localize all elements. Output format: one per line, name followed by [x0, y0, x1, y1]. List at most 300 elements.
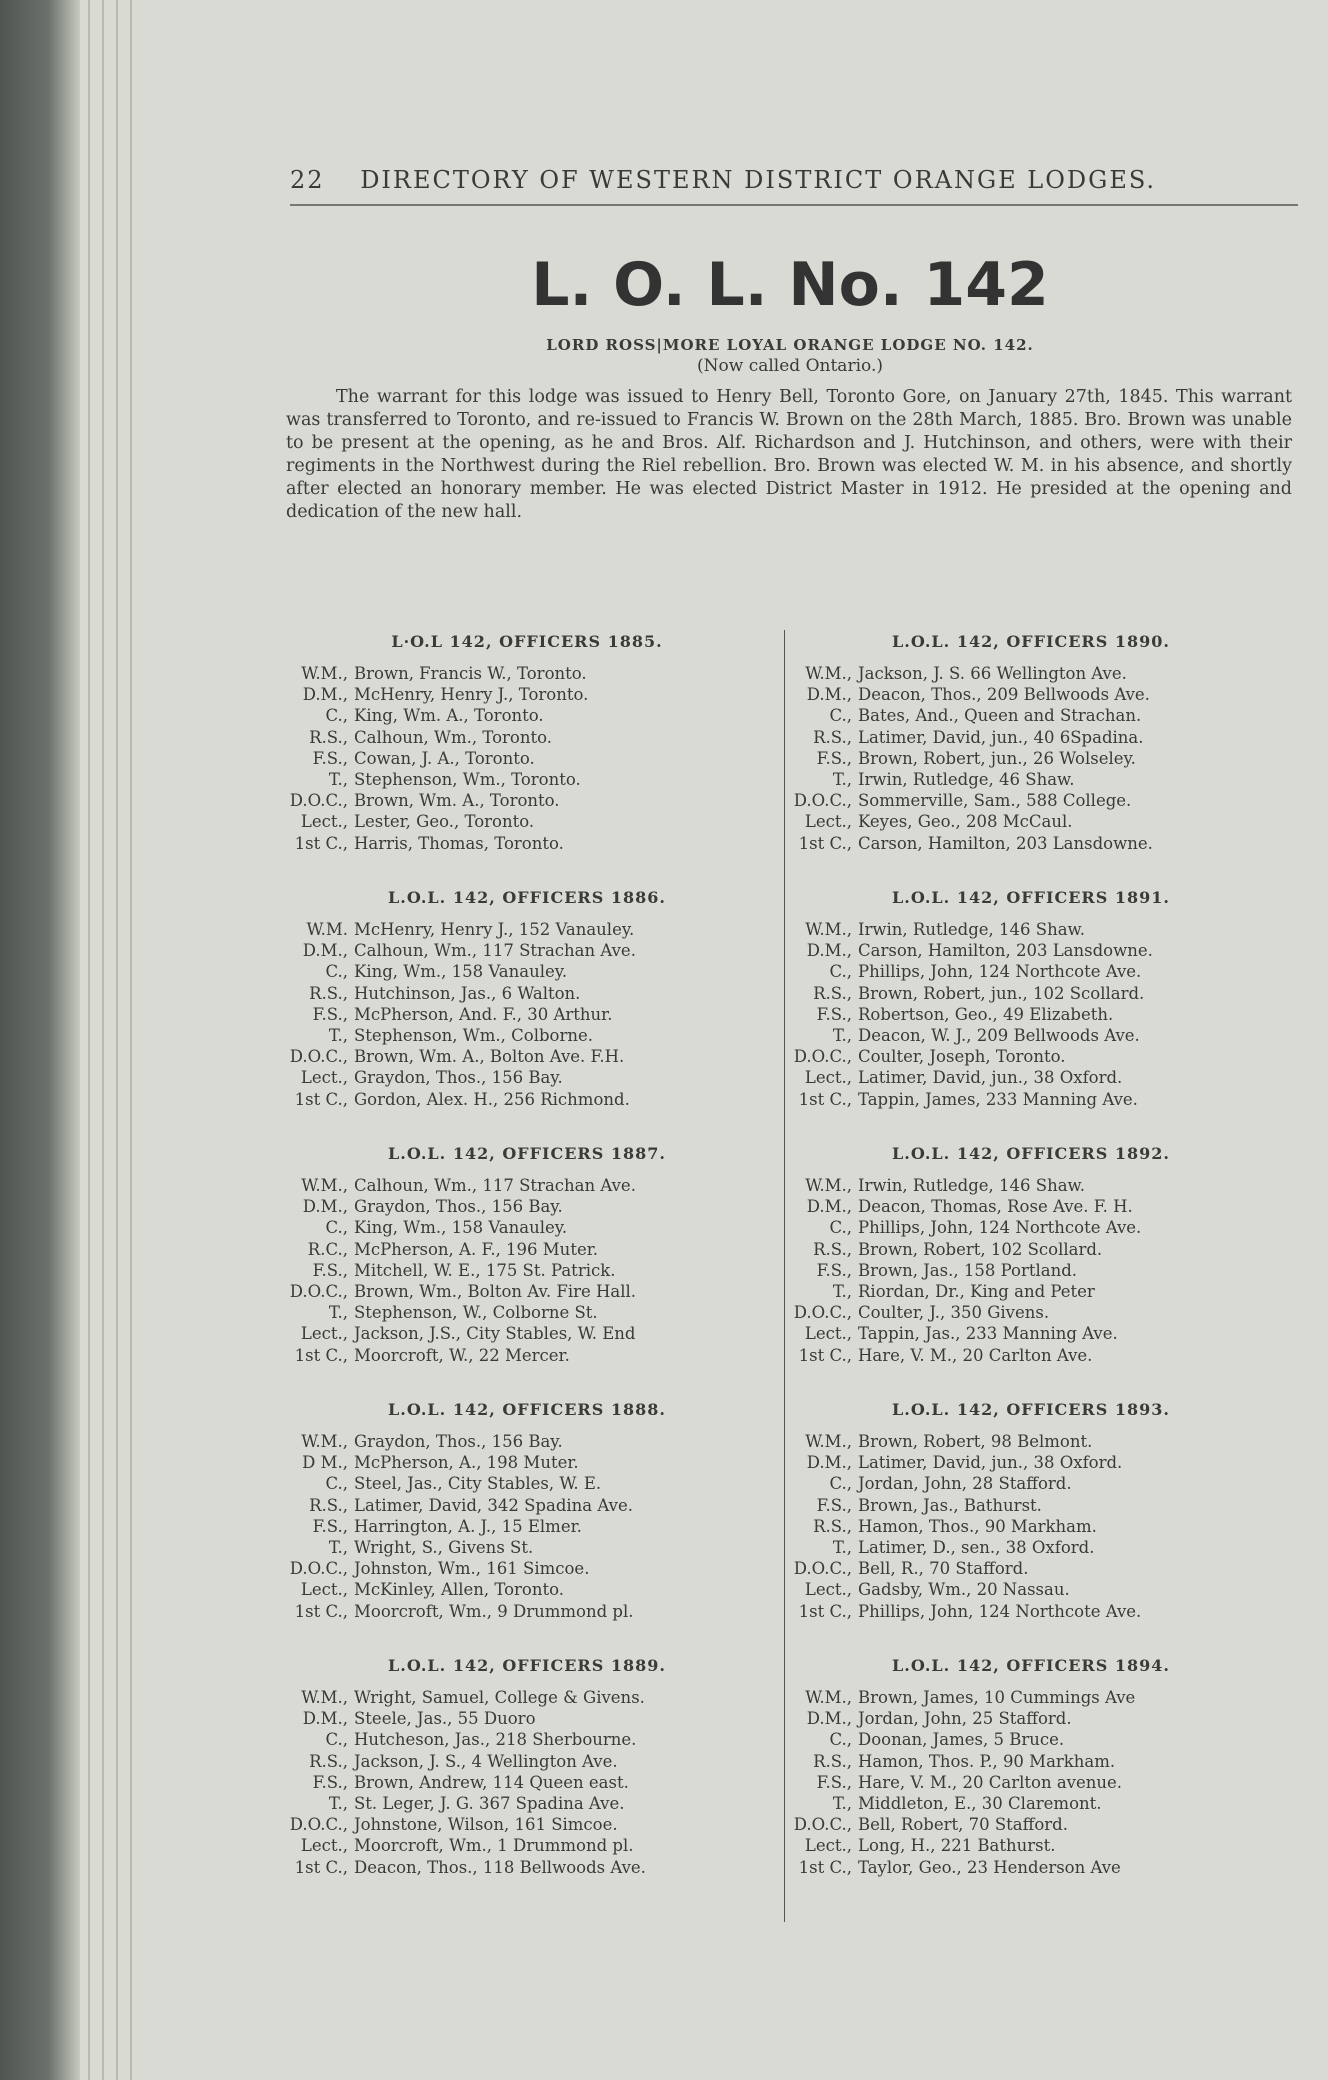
- officer-name: Deacon, W. J., 209 Bellwoods Ave.: [858, 1025, 1140, 1045]
- officer-row: [786, 919, 1276, 940]
- officer-row: [786, 1239, 1276, 1260]
- right-column: [786, 632, 1276, 1912]
- officer-name: Latimer, David, 342 Spadina Ave.: [354, 1495, 633, 1515]
- officer-role: D.M.,: [806, 941, 852, 961]
- officer-row: [282, 1708, 772, 1729]
- officer-name: McPherson, A., 198 Muter.: [354, 1453, 579, 1473]
- officer-row: [786, 940, 1276, 961]
- left-column: [282, 632, 772, 1912]
- officer-name: Graydon, Thos., 156 Bay.: [354, 1197, 563, 1217]
- officers-heading: L.O.L. 142, OFFICERS 1892.: [892, 1144, 1170, 1163]
- officer-role: C.,: [829, 1218, 852, 1238]
- officer-name: Mitchell, W. E., 175 St. Patrick.: [354, 1260, 616, 1280]
- officer-name: Irwin, Rutledge, 146 Shaw.: [858, 1176, 1085, 1195]
- officer-row: [786, 1537, 1276, 1558]
- officers-heading: L.O.L. 142, OFFICERS 1889.: [388, 1656, 666, 1675]
- officer-name: Graydon, Thos., 156 Bay.: [354, 1432, 563, 1451]
- officer-name: Brown, Francis W., Toronto.: [354, 664, 587, 683]
- officer-row: [282, 1537, 772, 1558]
- officer-row: [282, 1516, 772, 1537]
- officer-role: R.C.,: [307, 1239, 348, 1259]
- officer-name: McHenry, Henry J., Toronto.: [354, 685, 589, 705]
- officer-row: [786, 1323, 1276, 1344]
- officer-row: [786, 1217, 1276, 1238]
- officer-name: Brown, Jas., 158 Portland.: [858, 1260, 1078, 1280]
- officer-row: [282, 983, 772, 1004]
- officer-name: McPherson, And. F., 30 Arthur.: [354, 1004, 613, 1024]
- officer-name: Jordan, John, 28 Stafford.: [858, 1474, 1072, 1494]
- officer-role: F.S.,: [312, 1260, 348, 1280]
- officer-row: [786, 1004, 1276, 1025]
- officers-block: [786, 1144, 1276, 1400]
- officer-row: [282, 940, 772, 961]
- officer-role: 1st C.,: [294, 1089, 348, 1109]
- officer-role: 1st C.,: [798, 1601, 852, 1621]
- officers-heading: L.O.L. 142, OFFICERS 1888.: [388, 1400, 666, 1419]
- officer-name: Irwin, Rutledge, 146 Shaw.: [858, 920, 1085, 939]
- officer-row: [282, 1175, 772, 1196]
- officer-role: D M.,: [302, 1453, 348, 1473]
- officer-row: [282, 1004, 772, 1025]
- officer-row: [282, 1089, 772, 1110]
- officer-row: [786, 1281, 1276, 1302]
- officer-name: Brown, Wm. A., Toronto.: [354, 791, 560, 811]
- officer-role: D.O.C.,: [793, 791, 852, 811]
- officer-name: Latimer, David, jun., 38 Oxford.: [858, 1068, 1123, 1088]
- officer-name: Moorcroft, Wm., 9 Drummond pl.: [354, 1601, 634, 1621]
- officer-name: Doonan, James, 5 Bruce.: [858, 1730, 1065, 1750]
- officer-role: 1st C.,: [294, 1857, 348, 1877]
- officers-heading: L.O.L. 142, OFFICERS 1891.: [892, 888, 1170, 907]
- officer-name: Latimer, David, jun., 38 Oxford.: [858, 1453, 1123, 1473]
- officer-row: [282, 1729, 772, 1750]
- officer-row: [282, 811, 772, 832]
- officer-row: [282, 1196, 772, 1217]
- officer-row: [786, 1302, 1276, 1323]
- officer-name: Hare, V. M., 20 Carlton Ave.: [858, 1345, 1093, 1365]
- officer-role: R.S.,: [813, 1239, 852, 1259]
- officer-row: [282, 1302, 772, 1323]
- officer-role: D.M.,: [302, 685, 348, 705]
- officer-row: [786, 1558, 1276, 1579]
- officer-role: R.S.,: [309, 983, 348, 1003]
- officer-row: [282, 1558, 772, 1579]
- officers-block: [282, 1400, 772, 1656]
- officer-row: [786, 684, 1276, 705]
- officer-name: Calhoun, Wm., 117 Strachan Ave.: [354, 1176, 636, 1195]
- officer-row: [282, 1323, 772, 1344]
- officer-name: Bell, Robert, 70 Stafford.: [858, 1815, 1068, 1835]
- officers-heading: L.O.L. 142, OFFICERS 1890.: [892, 632, 1170, 651]
- officer-role: D.O.C.,: [793, 1047, 852, 1067]
- officer-row: [786, 663, 1276, 684]
- officer-role: 1st C.,: [798, 1089, 852, 1109]
- officer-name: Keyes, Geo., 208 McCaul.: [858, 812, 1073, 832]
- officer-name: Hamon, Thos., 90 Markham.: [858, 1516, 1097, 1536]
- officer-row: [786, 1046, 1276, 1067]
- officer-name: Harris, Thomas, Toronto.: [354, 833, 564, 853]
- officer-row: [786, 1175, 1276, 1196]
- officer-name: Middleton, E., 30 Claremont.: [858, 1793, 1102, 1813]
- officer-name: Long, H., 221 Bathurst.: [858, 1836, 1056, 1856]
- column-divider: [784, 630, 785, 1922]
- officer-row: [786, 1495, 1276, 1516]
- officer-row: [282, 769, 772, 790]
- officers-block: [282, 1144, 772, 1400]
- officer-row: [282, 1281, 772, 1302]
- page-edge: [116, 0, 118, 2080]
- officer-row: [282, 833, 772, 854]
- officer-row: [786, 748, 1276, 769]
- officer-role: D.O.C.,: [793, 1559, 852, 1579]
- officer-role: D.M.,: [302, 941, 348, 961]
- officer-role: C.,: [325, 962, 348, 982]
- officer-role: C.,: [325, 1730, 348, 1750]
- officer-row: [282, 1046, 772, 1067]
- officer-name: McPherson, A. F., 196 Muter.: [354, 1239, 599, 1259]
- officer-role: C.,: [325, 706, 348, 726]
- officer-role: W.M.,: [301, 1688, 348, 1707]
- officer-role: F.S.,: [312, 1004, 348, 1024]
- officer-role: C.,: [325, 1218, 348, 1238]
- officer-role: Lect.,: [804, 1836, 852, 1856]
- officers-block: [282, 632, 772, 888]
- officer-row: [282, 790, 772, 811]
- officer-row: [786, 811, 1276, 832]
- officer-role: F.S.,: [816, 1772, 852, 1792]
- officer-row: [282, 1067, 772, 1088]
- officer-role: F.S.,: [312, 1516, 348, 1536]
- officer-row: [786, 1814, 1276, 1835]
- officer-name: Deacon, Thos., 118 Bellwoods Ave.: [354, 1857, 646, 1877]
- officer-name: Stephenson, Wm., Colborne.: [354, 1025, 593, 1045]
- officer-name: Phillips, John, 124 Northcote Ave.: [858, 1601, 1142, 1621]
- officer-role: D.O.C.,: [289, 1559, 348, 1579]
- officer-name: Brown, Robert, 102 Scollard.: [858, 1239, 1103, 1259]
- officers-heading: L.O.L. 142, OFFICERS 1887.: [388, 1144, 666, 1163]
- officer-role: Lect.,: [300, 1068, 348, 1088]
- officer-name: King, Wm. A., Toronto.: [354, 706, 544, 726]
- officer-name: Hare, V. M., 20 Carlton avenue.: [858, 1772, 1123, 1792]
- officer-role: D.M.,: [302, 1197, 348, 1217]
- officer-role: D.M.,: [302, 1709, 348, 1729]
- officer-row: [786, 705, 1276, 726]
- officer-role: T.,: [328, 1537, 348, 1557]
- running-header: [290, 166, 1290, 194]
- officer-role: Lect.,: [300, 1836, 348, 1856]
- officer-role: F.S.,: [816, 1004, 852, 1024]
- officer-role: C.,: [325, 1474, 348, 1494]
- officer-row: [282, 1835, 772, 1856]
- officer-name: Brown, Wm., Bolton Av. Fire Hall.: [354, 1281, 637, 1301]
- officer-name: Jordan, John, 25 Stafford.: [858, 1709, 1072, 1729]
- officer-role: W.M.,: [301, 664, 348, 683]
- officer-role: R.S.,: [309, 1495, 348, 1515]
- officer-row: [786, 769, 1276, 790]
- officers-heading: L·O.L 142, OFFICERS 1885.: [391, 632, 663, 651]
- officer-row: [282, 748, 772, 769]
- officer-row: [282, 1751, 772, 1772]
- officer-role: R.S.,: [309, 727, 348, 747]
- officer-name: Bates, And., Queen and Strachan.: [858, 706, 1142, 726]
- officer-row: [282, 727, 772, 748]
- officer-role: T.,: [832, 1793, 852, 1813]
- officer-row: [282, 961, 772, 982]
- officer-name: Brown, Jas., Bathurst.: [858, 1495, 1042, 1515]
- officers-block: [786, 1656, 1276, 1912]
- officer-name: Johnstone, Wilson, 161 Simcoe.: [354, 1815, 618, 1835]
- officer-name: Latimer, David, jun., 40 6Spadina.: [858, 727, 1144, 747]
- officer-name: McHenry, Henry J., 152 Vanauley.: [354, 920, 635, 939]
- officer-row: [282, 684, 772, 705]
- officer-name: Hutcheson, Jas., 218 Sherbourne.: [354, 1730, 637, 1750]
- officer-name: Bell, R., 70 Stafford.: [858, 1559, 1029, 1579]
- officer-row: [786, 1067, 1276, 1088]
- officer-role: 1st C.,: [798, 833, 852, 853]
- officer-role: Lect.,: [300, 1324, 348, 1344]
- officer-role: W.M.,: [805, 920, 852, 939]
- officer-row: [786, 1687, 1276, 1708]
- officer-row: [786, 1025, 1276, 1046]
- page-gutter: [0, 0, 80, 2080]
- officers-block: [786, 1400, 1276, 1656]
- officer-name: Tappin, Jas., 233 Manning Ave.: [858, 1324, 1118, 1344]
- officer-row: [282, 1345, 772, 1366]
- officer-role: T.,: [832, 1025, 852, 1045]
- officer-role: C.,: [829, 1730, 852, 1750]
- officer-role: D.O.C.,: [289, 1815, 348, 1835]
- officer-name: Tappin, James, 233 Manning Ave.: [858, 1089, 1138, 1109]
- officer-role: F.S.,: [816, 748, 852, 768]
- officer-role: R.S.,: [813, 727, 852, 747]
- officer-row: [786, 983, 1276, 1004]
- officer-name: Calhoun, Wm., 117 Strachan Ave.: [354, 941, 636, 961]
- officer-row: [786, 1835, 1276, 1856]
- officer-row: [786, 961, 1276, 982]
- officer-role: D.O.C.,: [793, 1815, 852, 1835]
- officer-row: [786, 1729, 1276, 1750]
- officer-row: [282, 1793, 772, 1814]
- officer-name: King, Wm., 158 Vanauley.: [354, 1218, 568, 1238]
- officer-name: Hamon, Thos. P., 90 Markham.: [858, 1751, 1116, 1771]
- officer-name: Deacon, Thos., 209 Bellwoods Ave.: [858, 685, 1150, 705]
- running-title: DIRECTORY OF WESTERN DISTRICT ORANGE LODGES.: [360, 166, 1157, 194]
- officer-row: [282, 1217, 772, 1238]
- officer-row: [282, 1025, 772, 1046]
- history-paragraph: The warrant for this lodge was issued to Henry Bell, Toronto Gore, on January 27th, 1845. This warrant was transferred to Toronto, and re-issued to Francis W. Brown on the 28th March, 1885. Bro. Brown was unable to be present at the opening, as he and Bros. Alf. Richardson and J. Hutchinson, and others, were with their regiments in the Northwest during the Riel rebellion. Bro. Brown was elected W. M. in his absence, and shortly after elected an honorary member. He was elected District Master in 1912. He presided at the opening and dedication of the new hall.: [286, 387, 1292, 522]
- officer-role: Lect.,: [804, 1324, 852, 1344]
- officer-name: Taylor, Geo., 23 Henderson Ave: [858, 1857, 1121, 1877]
- officer-name: Wright, S., Givens St.: [354, 1537, 534, 1557]
- officer-role: 1st C.,: [294, 1345, 348, 1365]
- officer-role: F.S.,: [312, 1772, 348, 1792]
- officer-role: T.,: [328, 1303, 348, 1323]
- officer-name: Johnston, Wm., 161 Simcoe.: [354, 1559, 590, 1579]
- page-edge: [88, 0, 90, 2080]
- officer-role: T.,: [328, 1793, 348, 1813]
- officer-row: [282, 1814, 772, 1835]
- officer-name: Gadsby, Wm., 20 Nassau.: [858, 1580, 1070, 1600]
- officer-row: [282, 1239, 772, 1260]
- officer-name: Carson, Hamilton, 203 Lansdowne.: [858, 941, 1153, 961]
- officer-name: Brown, Andrew, 114 Queen east.: [354, 1772, 629, 1792]
- officer-row: [786, 1345, 1276, 1366]
- officer-name: St. Leger, J. G. 367 Spadina Ave.: [354, 1793, 625, 1813]
- officer-row: [786, 1452, 1276, 1473]
- page-edge: [130, 0, 132, 2080]
- officer-role: F.S.,: [816, 1495, 852, 1515]
- officer-row: [786, 1516, 1276, 1537]
- officer-name: Sommerville, Sam., 588 College.: [858, 791, 1132, 811]
- officer-name: Brown, Robert, jun., 102 Scollard.: [858, 983, 1145, 1003]
- officer-row: [282, 1579, 772, 1600]
- officer-role: Lect.,: [300, 1580, 348, 1600]
- officer-role: D.M.,: [806, 685, 852, 705]
- officer-name: Latimer, D., sen., 38 Oxford.: [858, 1537, 1095, 1557]
- officer-row: [786, 1708, 1276, 1729]
- officer-row: [786, 1601, 1276, 1622]
- officer-name: Brown, Robert, jun., 26 Wolseley.: [858, 748, 1136, 768]
- officer-role: D.M.,: [806, 1197, 852, 1217]
- officer-row: [786, 1772, 1276, 1793]
- officer-row: [786, 833, 1276, 854]
- officers-block: [282, 888, 772, 1144]
- officer-name: Coulter, Joseph, Toronto.: [858, 1047, 1066, 1067]
- officer-row: [282, 1601, 772, 1622]
- officer-row: [786, 1089, 1276, 1110]
- page-edge: [102, 0, 104, 2080]
- officers-block: [282, 1656, 772, 1912]
- officer-name: Stephenson, W., Colborne St.: [354, 1303, 598, 1323]
- officer-row: [786, 727, 1276, 748]
- officers-block: [786, 888, 1276, 1144]
- officer-role: D.O.C.,: [793, 1303, 852, 1323]
- officer-name: Calhoun, Wm., Toronto.: [354, 727, 553, 747]
- officer-role: Lect.,: [804, 1068, 852, 1088]
- officer-role: R.S.,: [309, 1751, 348, 1771]
- officer-name: Brown, Wm. A., Bolton Ave. F.H.: [354, 1047, 625, 1067]
- officer-row: [786, 1196, 1276, 1217]
- officer-row: [282, 705, 772, 726]
- officer-role: W.M.: [306, 920, 348, 939]
- officer-role: R.S.,: [813, 983, 852, 1003]
- officers-heading: L.O.L. 142, OFFICERS 1893.: [892, 1400, 1170, 1419]
- officer-role: T.,: [328, 1025, 348, 1045]
- officer-name: Phillips, John, 124 Northcote Ave.: [858, 1218, 1142, 1238]
- officer-role: 1st C.,: [798, 1857, 852, 1877]
- officer-name: Cowan, J. A., Toronto.: [354, 748, 535, 768]
- officer-name: Moorcroft, W., 22 Mercer.: [354, 1345, 570, 1365]
- officer-name: Harrington, A. J., 15 Elmer.: [354, 1516, 582, 1536]
- officers-heading: L.O.L. 142, OFFICERS 1886.: [388, 888, 666, 907]
- officer-role: D.M.,: [806, 1709, 852, 1729]
- officer-name: Stephenson, Wm., Toronto.: [354, 769, 581, 789]
- page-title: L. O. L. No. 142: [531, 250, 1049, 320]
- officer-name: Carson, Hamilton, 203 Lansdowne.: [858, 833, 1153, 853]
- officer-name: Gordon, Alex. H., 256 Richmond.: [354, 1089, 630, 1109]
- officer-role: T.,: [328, 769, 348, 789]
- officer-role: W.M.,: [805, 1688, 852, 1707]
- officer-name: Wright, Samuel, College & Givens.: [354, 1688, 645, 1707]
- officer-role: 1st C.,: [294, 833, 348, 853]
- officer-row: [282, 1495, 772, 1516]
- lodge-note: (Now called Ontario.): [697, 356, 883, 376]
- officer-role: Lect.,: [300, 812, 348, 832]
- officer-role: D.O.C.,: [289, 791, 348, 811]
- officer-role: F.S.,: [816, 1260, 852, 1280]
- officer-name: King, Wm., 158 Vanauley.: [354, 962, 568, 982]
- officer-name: Riordan, Dr., King and Peter: [858, 1281, 1095, 1301]
- officer-name: Brown, Robert, 98 Belmont.: [858, 1432, 1093, 1451]
- officer-name: Coulter, J., 350 Givens.: [858, 1303, 1050, 1323]
- officer-role: C.,: [829, 962, 852, 982]
- officer-row: [786, 1793, 1276, 1814]
- officer-row: [282, 1452, 772, 1473]
- officers-heading: L.O.L. 142, OFFICERS 1894.: [892, 1656, 1170, 1675]
- officer-role: F.S.,: [312, 748, 348, 768]
- officer-role: 1st C.,: [294, 1601, 348, 1621]
- officer-name: Deacon, Thomas, Rose Ave. F. H.: [858, 1197, 1133, 1217]
- officer-row: [282, 663, 772, 684]
- officer-name: Lester, Geo., Toronto.: [354, 812, 535, 832]
- officer-row: [282, 1857, 772, 1878]
- officer-name: Robertson, Geo., 49 Elizabeth.: [858, 1004, 1114, 1024]
- officer-row: [786, 1751, 1276, 1772]
- officer-row: [786, 1857, 1276, 1878]
- officer-row: [282, 1772, 772, 1793]
- officer-name: Jackson, J.S., City Stables, W. End: [354, 1324, 636, 1344]
- officer-role: D.O.C.,: [289, 1047, 348, 1067]
- officer-role: Lect.,: [804, 1580, 852, 1600]
- officer-name: Moorcroft, Wm., 1 Drummond pl.: [354, 1836, 634, 1856]
- officer-row: [786, 1431, 1276, 1452]
- officer-name: Irwin, Rutledge, 46 Shaw.: [858, 769, 1075, 789]
- lodge-name: LORD ROSS|MORE LOYAL ORANGE LODGE NO. 142.: [546, 336, 1034, 354]
- officer-role: D.O.C.,: [289, 1281, 348, 1301]
- officer-role: W.M.,: [301, 1432, 348, 1451]
- officer-role: 1st C.,: [798, 1345, 852, 1365]
- officer-row: [786, 790, 1276, 811]
- officer-role: W.M.,: [301, 1176, 348, 1195]
- officer-name: Brown, James, 10 Cummings Ave: [858, 1688, 1136, 1707]
- officer-role: D.M.,: [806, 1453, 852, 1473]
- officer-role: R.S.,: [813, 1516, 852, 1536]
- officer-role: T.,: [832, 769, 852, 789]
- officer-row: [282, 1473, 772, 1494]
- officer-role: Lect.,: [804, 812, 852, 832]
- officer-row: [786, 1473, 1276, 1494]
- officer-row: [282, 919, 772, 940]
- officer-row: [282, 1260, 772, 1281]
- officer-role: C.,: [829, 706, 852, 726]
- page-number: 22: [290, 166, 325, 194]
- officer-row: [786, 1579, 1276, 1600]
- officer-name: Jackson, J. S. 66 Wellington Ave.: [858, 664, 1127, 683]
- officer-role: W.M.,: [805, 664, 852, 683]
- officer-name: Jackson, J. S., 4 Wellington Ave.: [354, 1751, 618, 1771]
- officer-row: [282, 1431, 772, 1452]
- header-rule: [290, 204, 1298, 206]
- officer-name: Steel, Jas., City Stables, W. E.: [354, 1474, 602, 1494]
- officer-name: Hutchinson, Jas., 6 Walton.: [354, 983, 581, 1003]
- officer-role: C.,: [829, 1474, 852, 1494]
- officer-role: R.S.,: [813, 1751, 852, 1771]
- officer-name: Phillips, John, 124 Northcote Ave.: [858, 962, 1142, 982]
- officer-role: T.,: [832, 1537, 852, 1557]
- officer-name: Graydon, Thos., 156 Bay.: [354, 1068, 563, 1088]
- officer-name: Steele, Jas., 55 Duoro: [354, 1709, 536, 1729]
- officers-block: [786, 632, 1276, 888]
